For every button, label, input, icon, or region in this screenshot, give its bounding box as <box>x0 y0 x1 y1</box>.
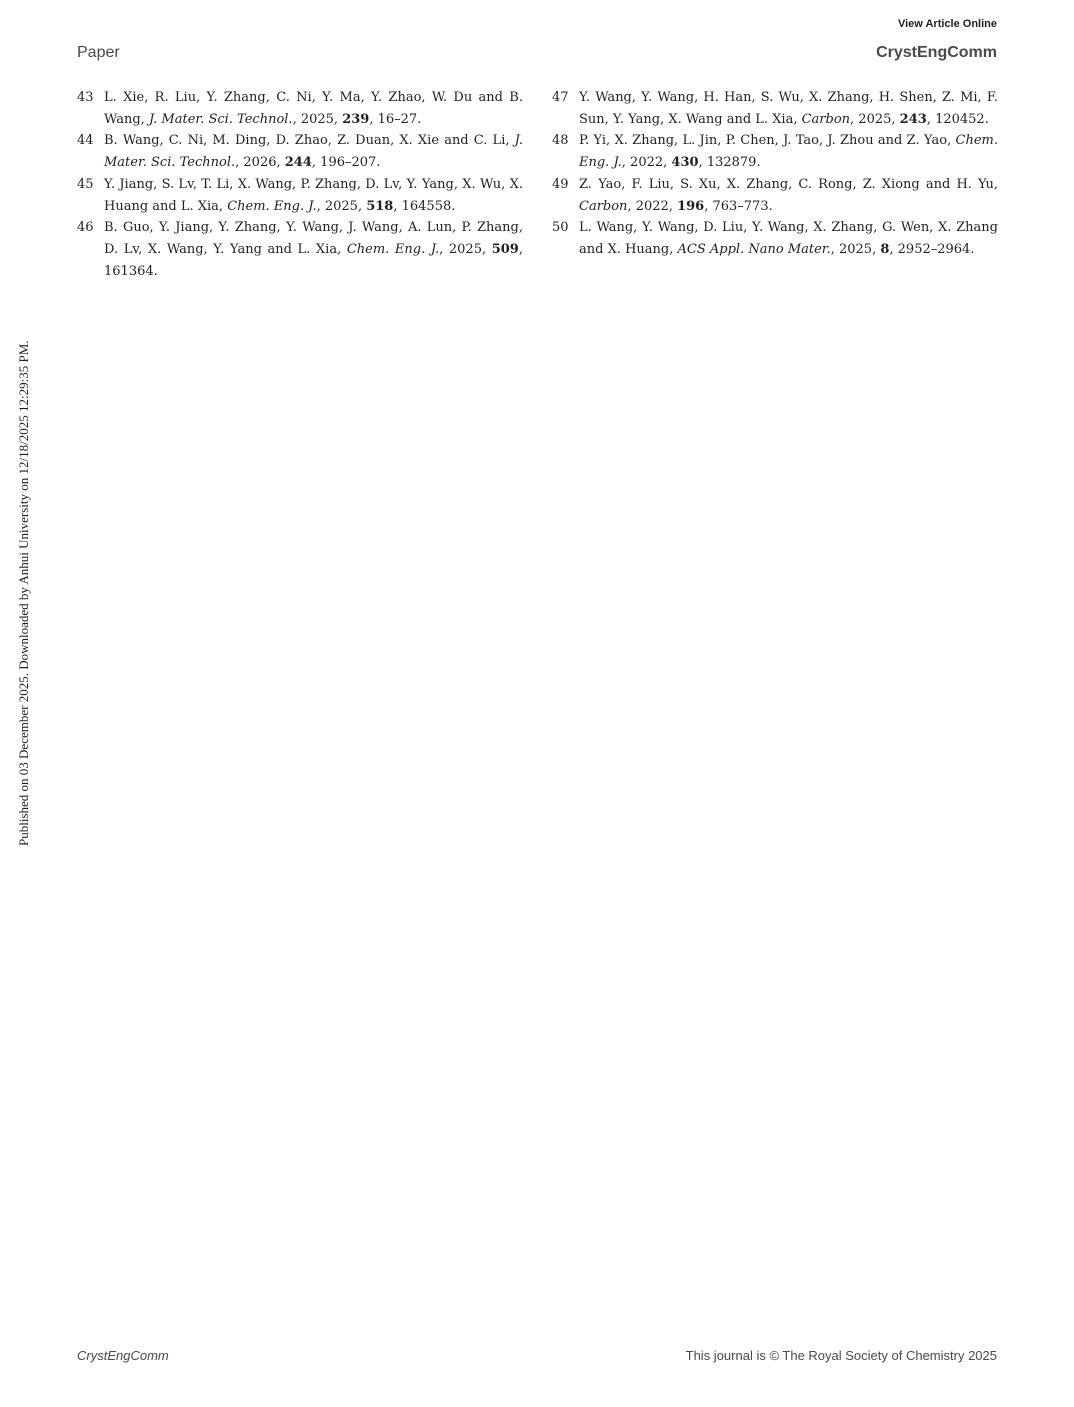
reference-authors: L. Wang, Y. Wang, D. Liu, Y. Wang, X. Zhang, G. Wen, X. Zhang and X. Huang, <box>579 220 998 257</box>
reference-journal: Carbon <box>579 198 628 214</box>
reference-volume: 509 <box>491 241 519 257</box>
reference-item <box>552 130 998 173</box>
journal-name-header: CrystEngComm <box>876 44 997 61</box>
reference-year: , 2025, <box>850 111 900 127</box>
reference-journal: J. Mater. Sci. Technol. <box>148 111 293 127</box>
reference-volume: 518 <box>366 198 394 214</box>
reference-volume: 244 <box>284 155 312 171</box>
reference-pages: , 763–773. <box>704 198 773 214</box>
reference-list-left <box>77 87 523 282</box>
reference-item <box>77 87 523 130</box>
reference-pages: , 196–207. <box>311 155 381 171</box>
reference-number: 48 <box>552 133 569 149</box>
reference-authors: B. Guo, Y. Jiang, Y. Zhang, Y. Wang, J. Wang, A. Lun, P. Zhang, D. Lv, X. Wang, Y. Yang and L. Xia, <box>104 220 523 257</box>
reference-journal: Carbon <box>801 111 851 127</box>
reference-year: , 2022, <box>627 198 678 214</box>
reference-year: , 2025, <box>830 241 881 257</box>
reference-item <box>552 217 998 260</box>
reference-number: 46 <box>77 220 94 236</box>
reference-volume: 239 <box>342 111 370 127</box>
reference-journal: Chem. Eng. J. <box>227 198 317 214</box>
reference-pages: , 161364. <box>104 241 523 279</box>
reference-number: 50 <box>552 220 569 236</box>
reference-number: 49 <box>552 176 569 192</box>
reference-pages: , 132879. <box>698 155 761 171</box>
reference-year: , 2022, <box>621 155 672 171</box>
reference-pages: , 120452. <box>926 111 989 127</box>
reference-authors: Z. Yao, F. Liu, S. Xu, X. Zhang, C. Rong, Z. Xiong and H. Yu, <box>579 176 998 192</box>
reference-authors: L. Xie, R. Liu, Y. Zhang, C. Ni, Y. Ma, Y. Zhao, W. Du and B. Wang, <box>104 90 523 127</box>
reference-journal: J. Mater. Sci. Technol. <box>104 133 523 171</box>
reference-journal: Chem. Eng. J. <box>346 241 440 257</box>
reference-item <box>77 174 523 217</box>
reference-list-right <box>552 87 998 261</box>
reference-authors: Y. Jiang, S. Lv, T. Li, X. Wang, P. Zhang, D. Lv, Y. Yang, X. Wu, X. Huang and L. Xia, <box>104 176 523 214</box>
reference-number: 45 <box>77 176 94 192</box>
reference-item <box>552 87 998 130</box>
section-label: Paper <box>77 44 120 61</box>
reference-item <box>552 174 998 217</box>
reference-volume: 430 <box>671 155 699 171</box>
footer-copyright: This journal is © The Royal Society of Chemistry 2025 <box>685 1348 997 1363</box>
reference-pages: , 16–27. <box>369 111 422 127</box>
reference-number: 43 <box>77 90 94 105</box>
reference-item <box>77 217 523 282</box>
reference-journal: Chem. Eng. J. <box>579 133 998 171</box>
view-article-online-link[interactable]: View Article Online <box>897 18 997 30</box>
footer-journal-name: CrystEngComm <box>77 1348 169 1363</box>
reference-pages: , 164558. <box>393 198 456 214</box>
reference-year: , 2025, <box>316 198 367 214</box>
reference-number: 47 <box>552 90 569 105</box>
reference-authors: Y. Wang, Y. Wang, H. Han, S. Wu, X. Zhang, H. Shen, Z. Mi, F. Sun, Y. Yang, X. Wang and L. Xia, <box>579 90 998 127</box>
reference-volume: 196 <box>677 198 705 214</box>
reference-pages: , 2952–2964. <box>889 241 975 257</box>
reference-authors: P. Yi, X. Zhang, L. Jin, P. Chen, J. Tao, J. Zhou and Z. Yao, <box>579 133 952 149</box>
reference-year: , 2025, <box>292 111 343 127</box>
reference-number: 44 <box>77 133 94 149</box>
reference-authors: B. Wang, C. Ni, M. Ding, D. Zhao, Z. Duan, X. Xie and C. Li, <box>104 133 510 149</box>
reference-volume: 8 <box>880 241 890 257</box>
reference-year: , 2026, <box>235 155 285 171</box>
reference-journal: ACS Appl. Nano Mater. <box>677 241 831 257</box>
reference-volume: 243 <box>899 111 927 127</box>
reference-item <box>77 130 523 173</box>
reference-year: , 2025, <box>439 241 492 257</box>
publication-sidebar-note: Published on 03 December 2025. Downloaded by Anhui University on 12/18/2025 12:29:35 PM. <box>16 340 31 846</box>
